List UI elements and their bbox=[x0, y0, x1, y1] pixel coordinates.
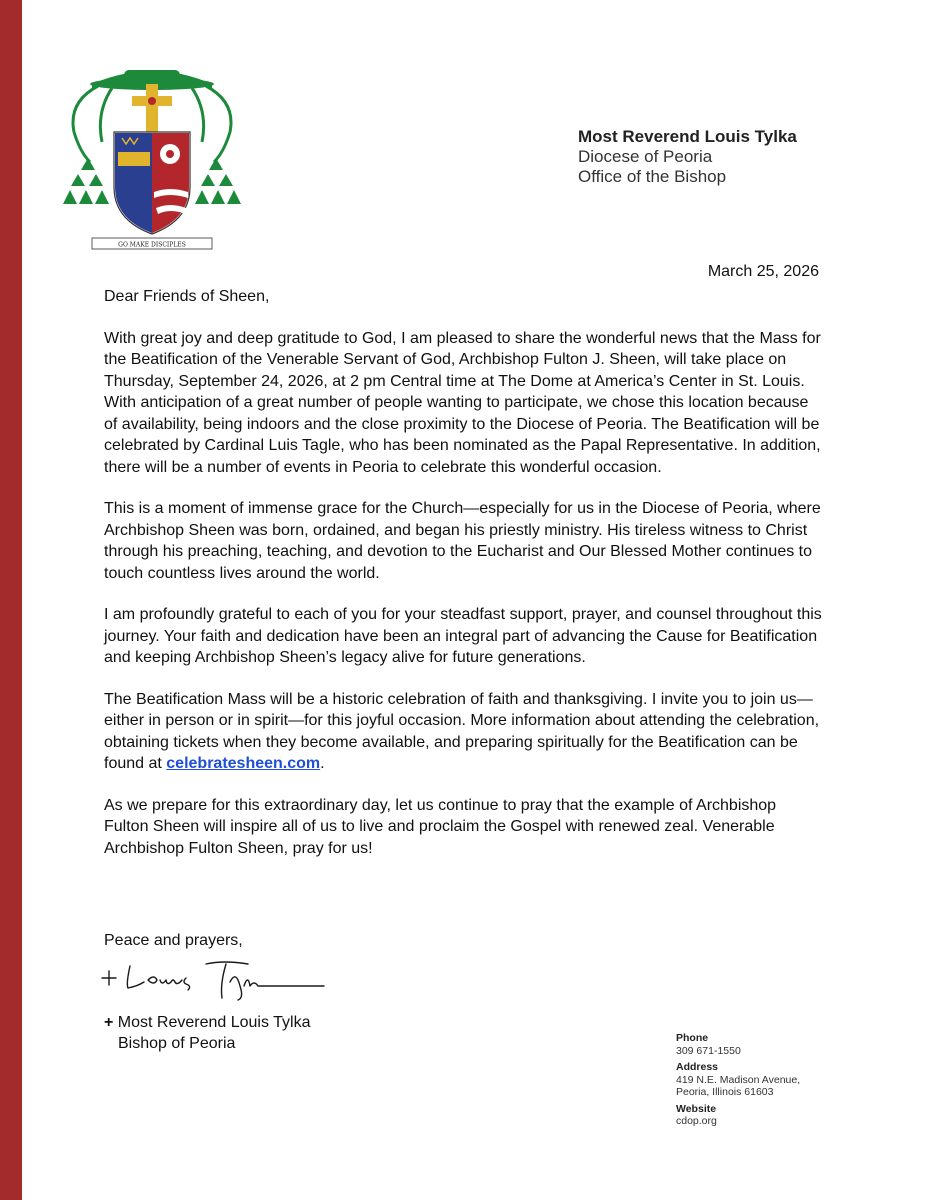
contact-info bbox=[676, 1032, 800, 1132]
signer-cross: + bbox=[104, 1014, 114, 1031]
signer-title: Bishop of Peoria bbox=[118, 1035, 236, 1052]
signature bbox=[98, 956, 328, 1004]
letterhead bbox=[578, 127, 797, 187]
website-value: cdop.org bbox=[676, 1115, 717, 1127]
paragraph-4 bbox=[104, 689, 824, 775]
letterhead-name: Most Reverend Louis Tylka bbox=[578, 127, 797, 146]
address-line-1: 419 N.E. Madison Avenue, bbox=[676, 1073, 801, 1086]
paragraph-1: With great joy and deep gratitude to God, I am pleased to share the wonderful news that the Mass for the Beatification of the Venerable Servant of God, Archbishop Fulton J. Sheen, will take place on Thursday, September 24, 2026, at 2 pm Central time at The Dome at America’s Center in St. Louis. With anticipation of a great number of people wanting to participate, we chose this location because of availability, being indoors and the close proximity to the Diocese of Peoria. The Beatification will be celebrated by Cardinal Luis Tagle, who has been nominated as the Papal Representative. In addition, there will be a number of events in Peoria to celebrate this wonderful occasion. bbox=[104, 329, 821, 476]
paragraph-4-text: The Beatification Mass will be a historic celebration of faith and thanksgiving. I invite you to join us—either in person or in spirit—for this joyful occasion. More information about attending the celebration, obtaining tickets when they become available, and preparing spiritually for the Beatification can be found at bbox=[104, 690, 820, 772]
left-accent-bar bbox=[0, 0, 22, 1200]
phone-value: 309 671-1550 bbox=[676, 1044, 741, 1057]
coat-of-arms-logo bbox=[62, 62, 242, 252]
phone-label: Phone bbox=[676, 1032, 709, 1044]
address-line-2: Peoria, Illinois 61603 bbox=[676, 1086, 774, 1098]
website-label: Website bbox=[676, 1102, 717, 1115]
signer-name: Most Reverend Louis Tylka bbox=[117, 1014, 311, 1031]
paragraph-3: I am profoundly grateful to each of you for your steadfast support, prayer, and counsel throughout this journey. Your faith and dedication have been an integral part of advancing the Cause for Beatification and keeping Archbishop Sheen’s legacy alive for future generations. bbox=[104, 606, 822, 666]
salutation: Dear Friends of Sheen, bbox=[104, 288, 270, 305]
paragraph-5: As we prepare for this extraordinary day, let us continue to pray that the example of Archbishop Fulton Sheen will inspire all of us to live and proclaim the Gospel with renewed zeal. Venerable Archbishop Fulton Sheen, pray for us! bbox=[104, 796, 777, 857]
letterhead-diocese: Diocese of Peoria bbox=[578, 147, 713, 166]
celebratesheen-link[interactable]: celebratesheen.com bbox=[166, 755, 321, 772]
letter-date: March 25, 2026 bbox=[707, 263, 819, 280]
letterhead-office: Office of the Bishop bbox=[578, 167, 727, 186]
paragraph-4-end: . bbox=[320, 755, 325, 772]
crest-motto: GO MAKE DISCIPLES bbox=[118, 241, 186, 249]
letter-body bbox=[104, 286, 824, 859]
address-label: Address bbox=[676, 1061, 719, 1073]
signer-block bbox=[104, 1012, 310, 1054]
paragraph-2: This is a moment of immense grace for the Church—especially for us in the Diocese of Peoria, where Archbishop Sheen was born, ordained, and began his priestly ministry. His tireless witness to Christ through his preaching, teaching, and devotion to the Eucharist and Our Blessed Mother continues to touch countless lives around the world. bbox=[104, 500, 821, 582]
closing: Peace and prayers, bbox=[104, 932, 243, 949]
